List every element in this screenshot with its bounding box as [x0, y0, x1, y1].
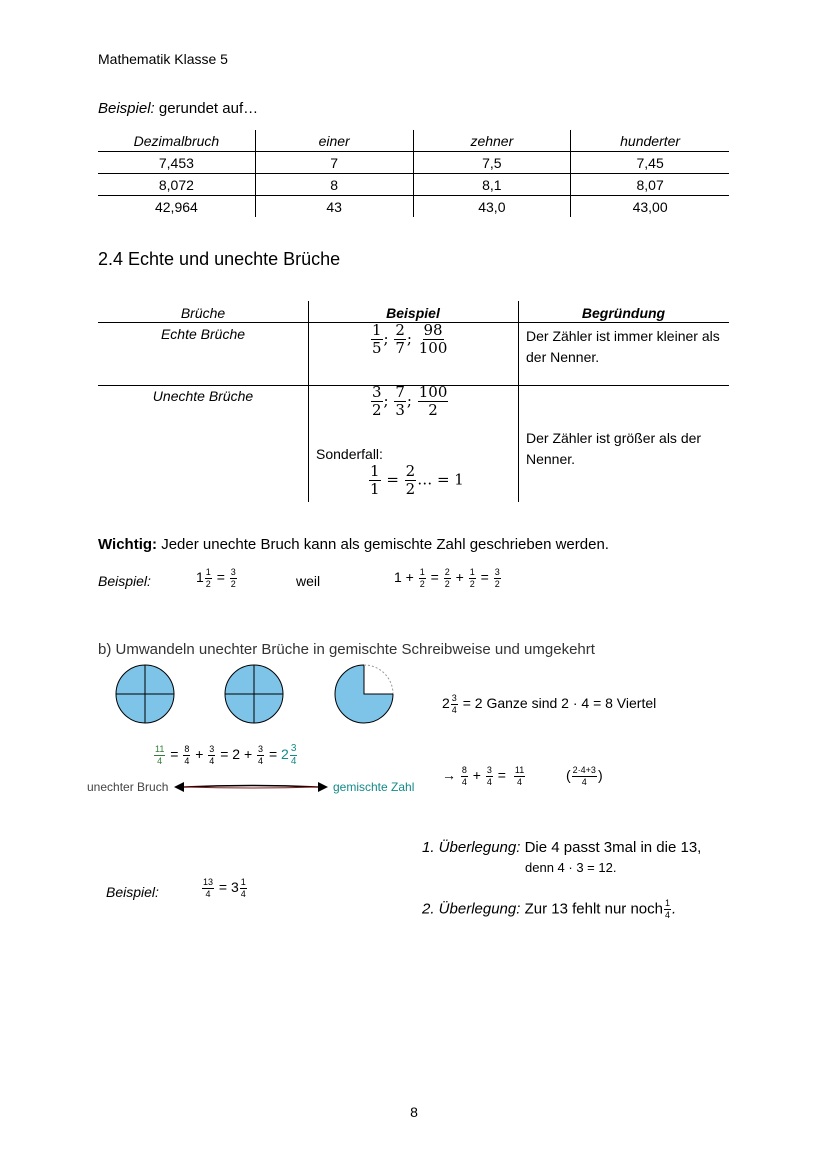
fraction: $\frac{7}{3}$: [395, 383, 405, 419]
whole-part: 2: [232, 746, 241, 763]
table-cell: 7,5: [413, 152, 571, 174]
rounding-table: [98, 130, 729, 217]
table-cell: 8: [255, 174, 413, 196]
table-cell: 43,00: [571, 196, 729, 218]
one-value: 1: [394, 569, 402, 586]
example1-reason-expr: 1 + $\frac{1}{2}$ = $\frac{2}{2}$ + $\frac{1}{2}$ = $\frac{3}{2}$: [394, 567, 500, 589]
table-divider: [518, 301, 519, 502]
fraction: $\frac{3}{2}$: [372, 383, 382, 419]
table-row: [98, 174, 729, 196]
three-quarter-circle: [335, 665, 393, 723]
fraction: $\frac{3}{4}$: [451, 693, 457, 715]
subsection-title: b) Umwandeln unechter Brüche in gemischte Schreibweise und umgekehrt: [98, 641, 595, 658]
thought1-text: Die 4 passt 3mal in die 13,: [524, 839, 702, 856]
section-title: 2.4 Echte und unechte Brüche: [98, 249, 341, 269]
fraction-col-header: Beispiel: [386, 305, 440, 321]
table-divider: [308, 301, 309, 502]
thought1-line2: denn 4 · 3 = 12.: [525, 860, 617, 875]
important-text: Jeder unechte Bruch kann als gemischte Zahl geschrieben werden.: [161, 536, 609, 553]
rounding-col-header: hunderter: [571, 130, 729, 152]
weil-text: weil: [296, 573, 321, 589]
reverse-expr: → $\frac{8}{4}$ + $\frac{3}{4}$ = $\frac{11}{4}$: [442, 765, 525, 787]
conversion-expr: $\frac{11}{4}$ = $\frac{8}{4}$ + $\frac{3}{4}$ = 2 + $\frac{3}{4}$ = 2 $\frac{3}{4}$: [155, 743, 297, 767]
label-mixed: gemischte Zahl: [333, 780, 415, 794]
circles-statement: 2 $\frac{3}{4}$ = 2 Ganze sind 2 · 4 = 8 Viertel: [442, 693, 657, 715]
full-circle: [225, 665, 283, 723]
unechte-reason: Der Zähler ist größer als der Nenner.: [526, 430, 702, 467]
fraction: $\frac{98}{100}$: [418, 321, 448, 357]
table-cell: 7: [255, 152, 413, 174]
table-cell: 42,964: [154, 198, 198, 215]
echte-examples: $\frac{1}{5}$ ; $\frac{2}{7}$ ; $\frac{98}{100}$: [372, 321, 448, 357]
thought1-label: 1. Überlegung:: [422, 839, 521, 856]
fraction: $\frac{2}{7}$: [395, 321, 405, 357]
table-cell: 8,1: [413, 174, 571, 196]
thought2-text: Zur 13 fehlt nur noch: [524, 900, 663, 918]
table-cell: 43: [255, 196, 413, 218]
important-note: [98, 536, 609, 553]
circles-statement-text: 2 Ganze sind 2 · 4 = 8 Viertel: [474, 695, 657, 712]
table-row: [98, 196, 729, 218]
fraction: $\frac{1}{1}$: [370, 462, 380, 498]
rounding-col-header: zehner: [413, 130, 571, 152]
rounding-col-header: Dezimalbruch: [133, 132, 220, 149]
reverse-formula: ( $\frac{2\cdot 4+3}{4}$ ): [566, 765, 603, 787]
sonderfall-label: Sonderfall:: [316, 446, 383, 462]
echte-label: Echte Brüche: [160, 326, 246, 342]
fraction-col-header: Brüche: [180, 305, 226, 321]
mixed-whole: 2: [442, 695, 450, 712]
echte-reason: Der Zähler ist immer kleiner als der Nenner.: [526, 328, 720, 365]
thought2-label: 2. Überlegung:: [422, 900, 521, 918]
rounding-intro-text: gerundet auf…: [158, 100, 259, 117]
fraction-circles: [110, 662, 410, 726]
fraction: $\frac{1}{5}$: [372, 321, 382, 357]
thought1: [422, 839, 701, 856]
example1-expr: 1 $\frac{1}{2}$ = $\frac{3}{2}$: [196, 567, 236, 589]
mixed-whole: 3: [230, 879, 239, 896]
full-circle: [116, 665, 174, 723]
example2-label: Beispiel:: [106, 884, 159, 900]
thought2: 2. Überlegung: Zur 13 fehlt nur noch $\frac{1}{4}$ .: [422, 898, 677, 920]
rounding-intro-label: Beispiel:: [98, 100, 155, 117]
conversion-arrow: [172, 779, 330, 795]
fraction-table: [98, 301, 729, 502]
table-cell: 43,0: [413, 196, 571, 218]
table-cell: 7,453: [158, 154, 194, 171]
rounding-header-row: [98, 130, 729, 152]
sonderfall-tail: … = 1: [417, 470, 464, 489]
fraction: $\frac{2}{2}$: [405, 462, 416, 498]
page-number: 8: [410, 1104, 418, 1120]
sonderfall-expr: $\frac{1}{1}$ = $\frac{2}{2}$ … = 1: [370, 462, 464, 498]
table-cell: 8,07: [571, 174, 729, 196]
important-label: Wichtig:: [98, 536, 158, 553]
fraction: $\frac{100}{2}$: [418, 383, 448, 419]
example2-expr: $\frac{13}{4}$ = 3 $\frac{1}{4}$: [203, 877, 246, 899]
rounding-intro: [98, 100, 258, 117]
rounding-col-header: einer: [255, 130, 413, 152]
page-header: Mathematik Klasse 5: [98, 51, 228, 67]
example1-label: Beispiel:: [98, 573, 151, 589]
label-improper: unechter Bruch: [87, 780, 169, 794]
mixed-whole: 1: [196, 569, 204, 586]
unechte-examples: $\frac{3}{2}$ ; $\frac{7}{3}$ ; $\frac{100}{2}$: [372, 383, 448, 419]
table-cell: 7,45: [571, 152, 729, 174]
unechte-label: Unechte Brüche: [152, 388, 254, 404]
table-row: [98, 152, 729, 174]
fraction-col-header: Begründung: [581, 305, 666, 321]
table-cell: 8,072: [158, 176, 194, 193]
